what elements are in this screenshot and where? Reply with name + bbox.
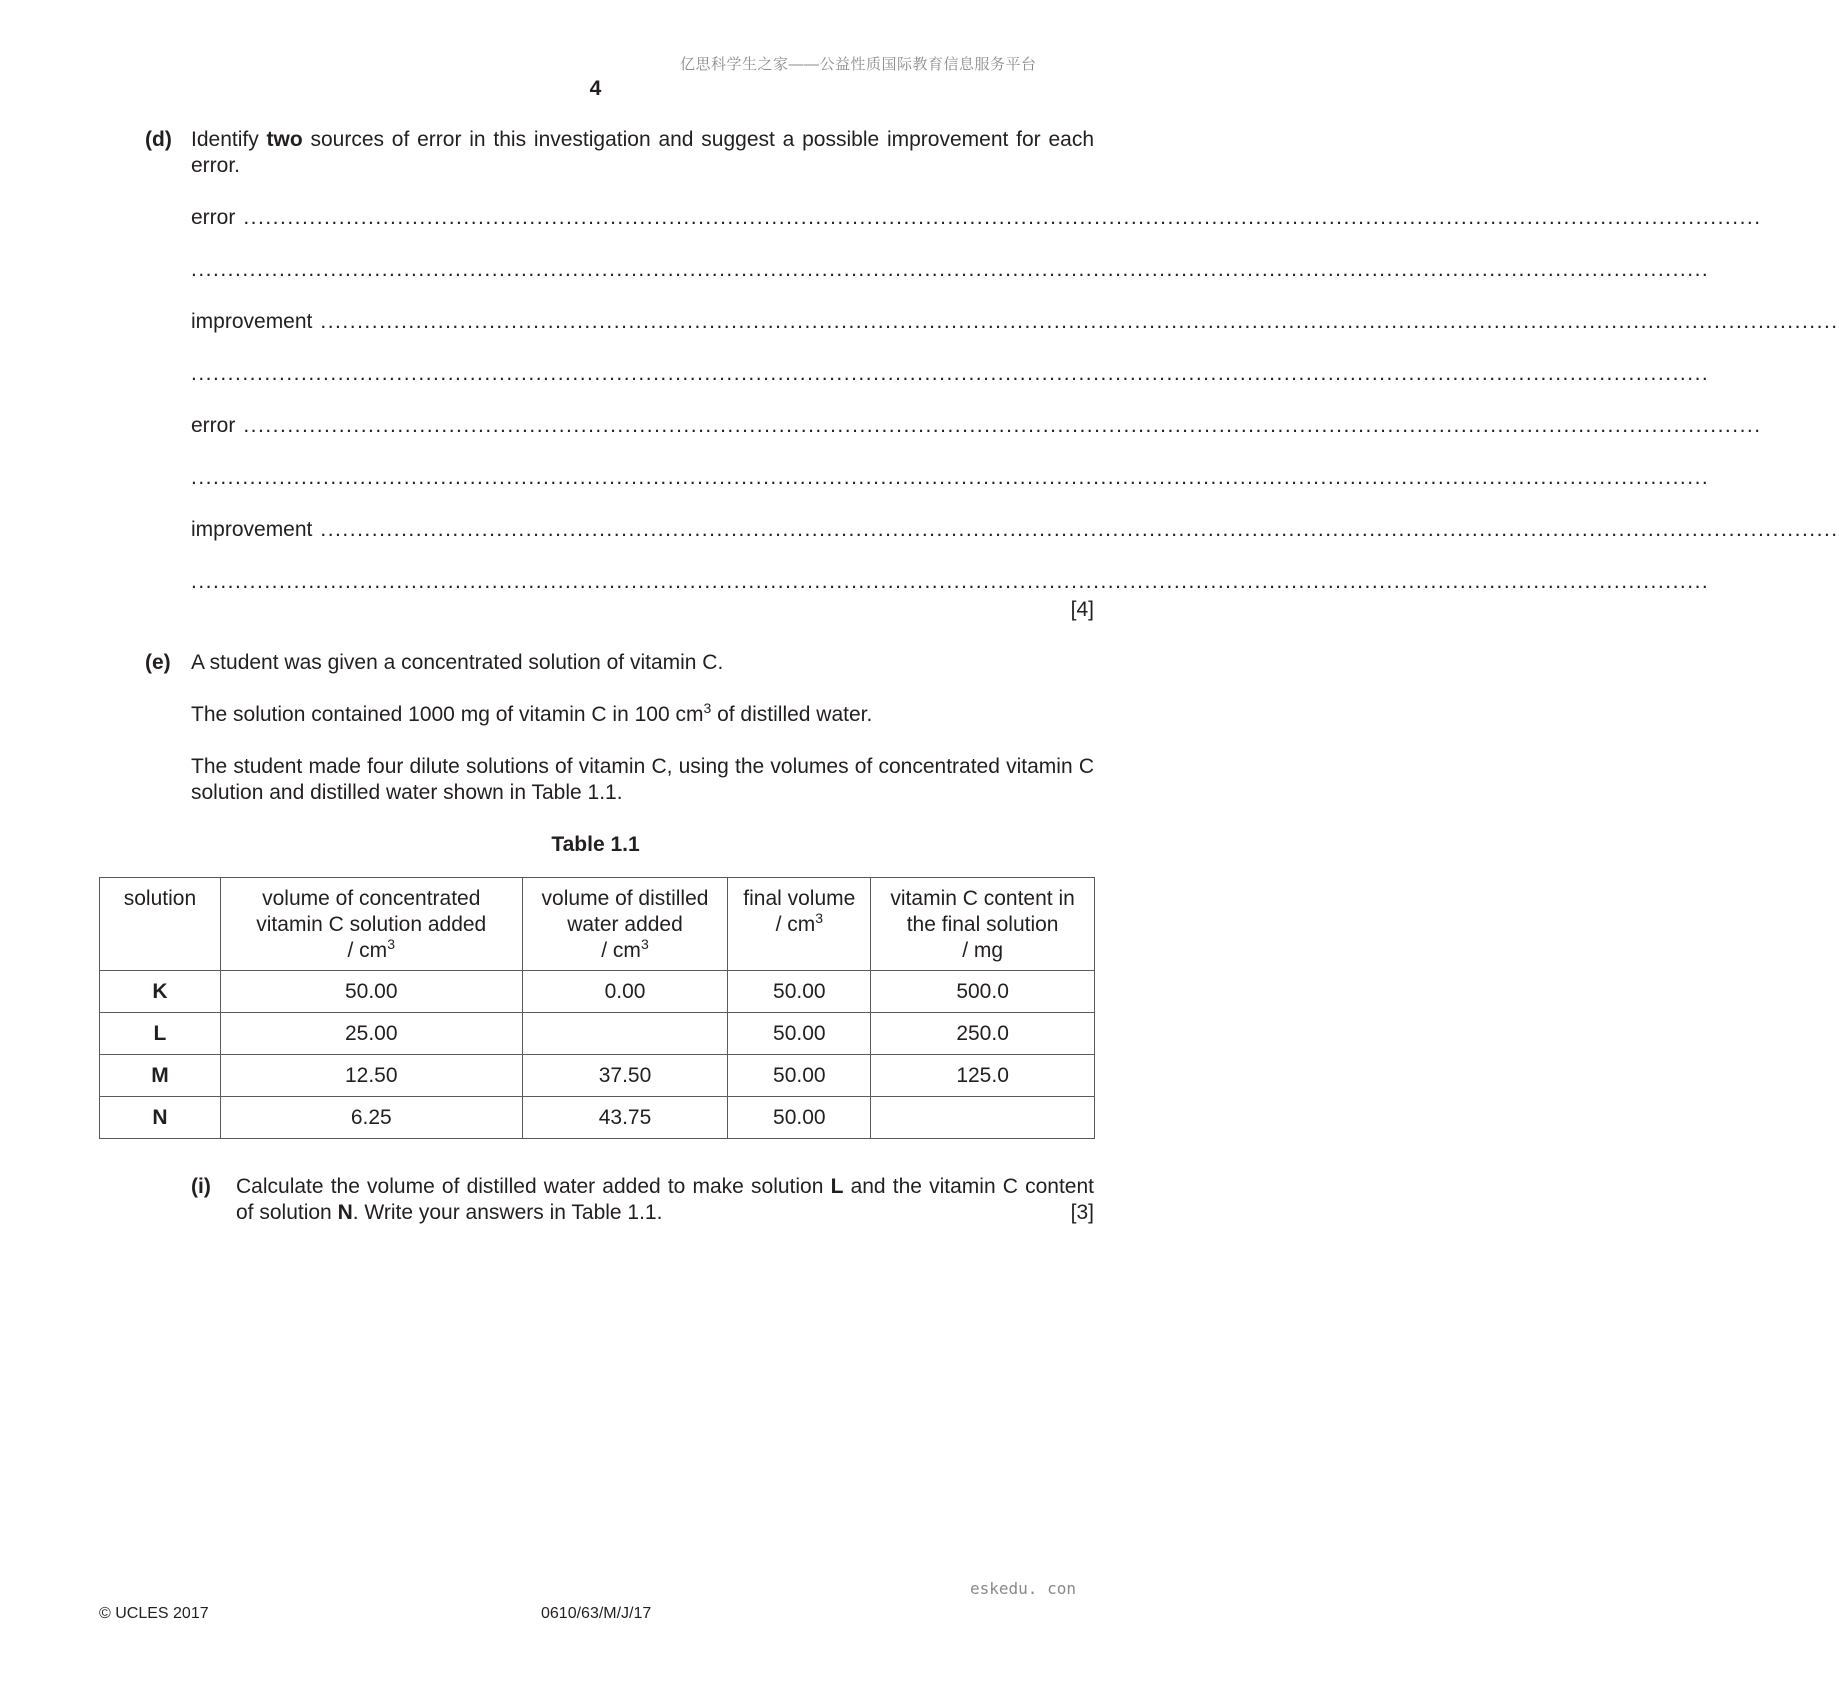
error-1-line[interactable]: error ...............................................................................................................................................................................................................	[191, 206, 1762, 229]
table-row	[100, 1055, 1095, 1097]
footer-paper-code: 0610/63/M/J/17	[541, 1605, 652, 1622]
header-solution: solution	[100, 878, 221, 971]
final-volume-cell: 50.00	[728, 1097, 871, 1139]
part-e-i-question: Calculate the volume of distilled water added to make solution L and the vitamin C content of solution N. Write your answers in Table 1.1.	[236, 1175, 1094, 1224]
content-answer-cell[interactable]	[871, 1097, 1095, 1139]
solution-cell: N	[100, 1097, 221, 1139]
table-header-row	[100, 878, 1095, 971]
error-1-label: error	[191, 206, 236, 229]
part-e-line2	[191, 702, 1094, 728]
header-watermark: 亿思科学生之家——公益性质国际教育信息服务平台	[680, 56, 1037, 73]
part-e-line2-sup: 3	[703, 700, 712, 716]
part-d-marks: [4]	[1070, 598, 1094, 621]
error-2-line[interactable]: error ...............................................................................................................................................................................................................	[191, 414, 1762, 437]
part-d-text-bold: two	[266, 128, 303, 151]
part-e-line3: The student made four dilute solutions of vitamin C, using the volumes of concentrated vitamin C solution and distilled water shown in Table 1.1.	[191, 755, 1094, 804]
part-e-line1: A student was given a concentrated solution of vitamin C.	[191, 651, 724, 674]
solution-cell: M	[100, 1055, 221, 1097]
final-volume-cell: 50.00	[728, 1055, 871, 1097]
header-distilled-water-volume: volume of distilled water added / $cm^3$	[522, 878, 728, 971]
part-e-i-marks: [3]	[1070, 1201, 1094, 1224]
conc-volume-cell: 25.00	[220, 1013, 522, 1055]
footer-watermark: eskedu. con	[970, 1579, 1076, 1598]
vitamin-c-table	[99, 877, 1095, 1139]
content-cell: 250.0	[871, 1013, 1095, 1055]
content-cell: 500.0	[871, 971, 1095, 1013]
conc-volume-cell: 50.00	[220, 971, 522, 1013]
water-volume-cell: 37.50	[522, 1055, 728, 1097]
error-2-continuation-line[interactable]: ...............................................................................................................................................................................................................	[191, 466, 1710, 489]
improvement-1-label: improvement	[191, 310, 313, 333]
improvement-2-line[interactable]: improvement ...............................................................................................................................................................................................................	[191, 518, 1839, 541]
header-final-volume: final volume / $cm^3$	[728, 878, 871, 971]
improvement-1-continuation-line[interactable]: ...............................................................................................................................................................................................................	[191, 362, 1710, 385]
error-1-continuation-line[interactable]: ...............................................................................................................................................................................................................	[191, 258, 1710, 281]
part-d-text-after: sources of error in this investigation and suggest a possible improvement for each error.	[191, 128, 1094, 177]
final-volume-cell: 50.00	[728, 971, 871, 1013]
conc-volume-cell: 12.50	[220, 1055, 522, 1097]
page-number: 4	[589, 77, 602, 100]
part-d-label: (d)	[145, 128, 172, 151]
improvement-1-line[interactable]: improvement ...............................................................................................................................................................................................................	[191, 310, 1839, 333]
conc-volume-cell: 6.25	[220, 1097, 522, 1139]
part-e-line2-before: The solution contained 1000 mg of vitamin C in 100 cm	[191, 703, 704, 726]
part-d-question	[191, 127, 1094, 179]
improvement-2-label: improvement	[191, 518, 313, 541]
part-d-text-before: Identify	[191, 128, 267, 151]
final-volume-cell: 50.00	[728, 1013, 871, 1055]
header-concentrated-volume: volume of concentrated vitamin C solution added / $cm^3$	[220, 878, 522, 971]
improvement-2-continuation-line[interactable]: ...............................................................................................................................................................................................................	[191, 570, 1710, 593]
content-cell: 125.0	[871, 1055, 1095, 1097]
footer-copyright: © UCLES 2017	[99, 1605, 209, 1622]
header-vitamin-c-content: vitamin C content in the final solution / mg	[871, 878, 1095, 971]
water-volume-cell: 0.00	[522, 971, 728, 1013]
table-row	[100, 1097, 1095, 1139]
part-e-i-label: (i)	[191, 1175, 211, 1198]
error-2-label: error	[191, 414, 236, 437]
solution-cell: L	[100, 1013, 221, 1055]
water-volume-cell: 43.75	[522, 1097, 728, 1139]
part-e-label: (e)	[145, 651, 171, 674]
part-e-line2-after: of distilled water.	[711, 703, 873, 726]
table-row	[100, 1013, 1095, 1055]
table-row	[100, 971, 1095, 1013]
water-volume-answer-cell[interactable]	[522, 1013, 728, 1055]
solution-cell: K	[100, 971, 221, 1013]
table-title: Table 1.1	[551, 833, 640, 856]
